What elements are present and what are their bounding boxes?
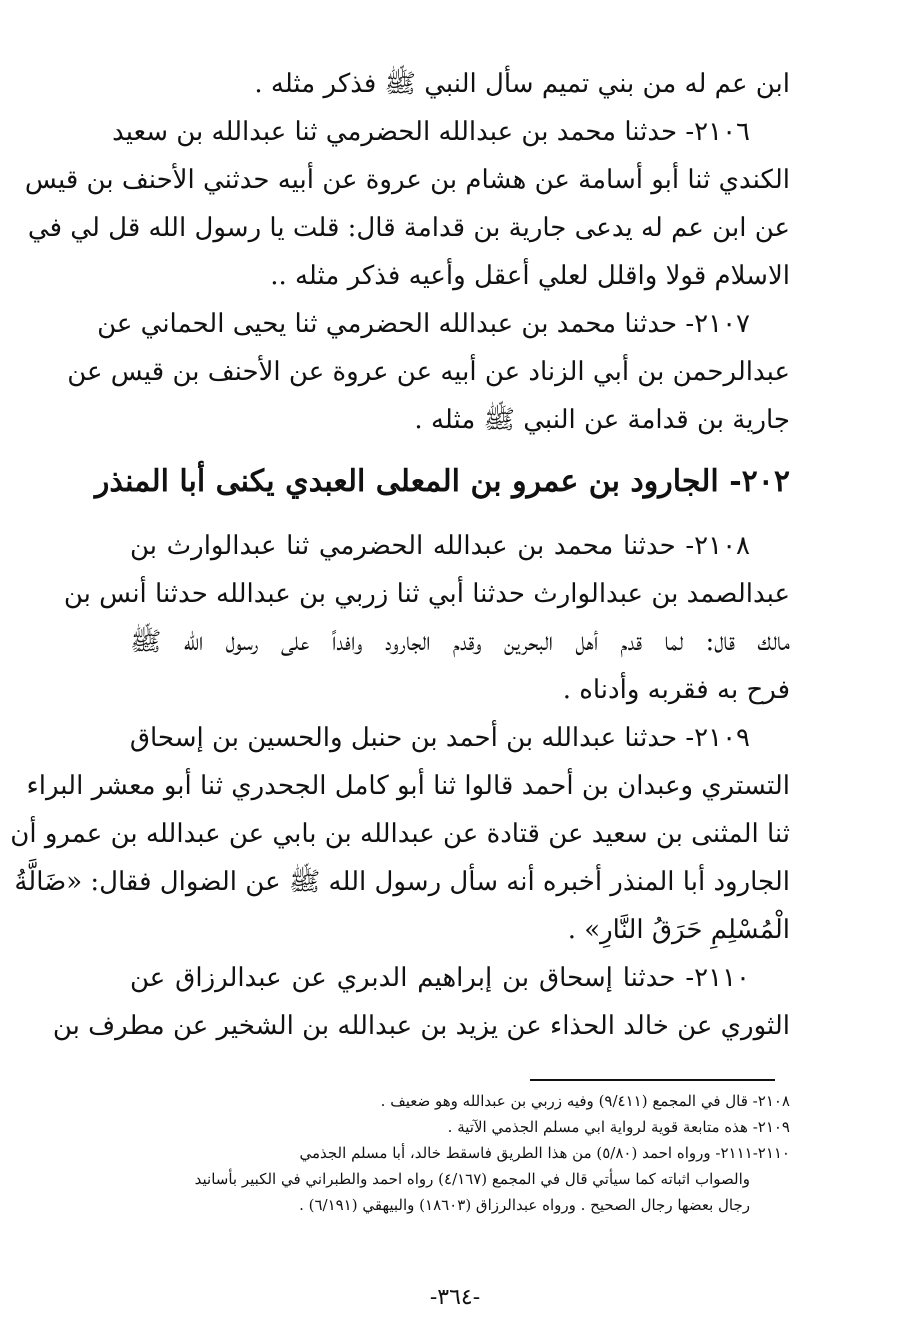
footnote-line: ٢١١٠-٢١١١- ورواه احمد (٥/٨٠) من هذا الطريق فاسقط خالد، أبا مسلم الجذمي [299, 1144, 790, 1162]
text-block-1 [24, 60, 790, 444]
text-line: ثنا المثنى بن سعيد عن قتادة عن عبدالله بن بابي عن عبدالله بن عمرو أن [10, 819, 790, 849]
text-line: الجارود أبا المنذر أخبره أنه سأل رسول الله ﷺ عن الضوال فقال: «ضَالَّةُ [14, 867, 790, 897]
text-line: عبدالرحمن بن أبي الزناد عن أبيه عن عروة عن الأحنف بن قيس عن [67, 357, 790, 387]
footnotes [130, 1088, 790, 1218]
text-block-2 [10, 522, 790, 1050]
footnote-line: ٢١٠٨- قال في المجمع (٩/٤١١) وفيه زربي بن عبدالله وهو ضعيف . [380, 1092, 790, 1110]
text-line: ٢١٠٧- حدثنا محمد بن عبدالله الحضرمي ثنا يحيى الحماني عن [97, 309, 750, 339]
text-line: الْمُسْلِمِ حَرَقُ النَّارِ» . [567, 915, 790, 945]
footnote-line: ٢١٠٩- هذه متابعة قوية لرواية ابي مسلم الجذمي الآتية . [447, 1118, 790, 1136]
text-line: عن ابن عم له يدعى جارية بن قدامة قال: قلت يا رسول الله قل لي في [27, 213, 790, 243]
text-line: الاسلام قولا واقلل لعلي أعقل وأعيه فذكر مثله .. [270, 261, 790, 291]
footnote-separator [530, 1079, 775, 1081]
text-line: عبدالصمد بن عبدالوارث حدثنا أبي ثنا زربي بن عبدالله حدثنا أنس بن [63, 579, 790, 609]
text-line: ٢١٠٦- حدثنا محمد بن عبدالله الحضرمي ثنا عبدالله بن سعيد [112, 117, 750, 147]
text-line: الثوري عن خالد الحذاء عن يزيد بن عبدالله بن الشخير عن مطرف بن [52, 1011, 790, 1041]
text-line: ابن عم له من بني تميم سأل النبي ﷺ فذكر مثله . [254, 69, 790, 99]
footnote-line: رجال بعضها رجال الصحيح . ورواه عبدالرزاق (١٨٦٠٣) والبيهقي (٦/١٩١) . [299, 1196, 750, 1214]
text-line: الكندي ثنا أبو أسامة عن هشام بن عروة عن أبيه حدثني الأحنف بن قيس [24, 165, 790, 195]
text-line: جارية بن قدامة عن النبي ﷺ مثله . [414, 405, 790, 435]
text-line: مالك قال: لما قدم أهل البحرين وقدم الجارود وافداً على رسول الله ﷺ [130, 627, 790, 657]
main-text [10, 60, 790, 1050]
footnote-line: والصواب اثباته كما سيأتي قال في المجمع (٤/١٦٧) رواه احمد والطبراني في الكبير بأسانيد [194, 1170, 750, 1188]
page-number: -٣٦٤- [429, 1285, 481, 1310]
text-line: التستري وعبدان بن أحمد قالوا ثنا أبو كامل الجحدري ثنا أبو معشر البراء [26, 771, 790, 801]
text-line: ٢١١٠- حدثنا إسحاق بن إبراهيم الدبري عن عبدالرزاق عن [130, 963, 750, 993]
text-line: ٢١٠٩- حدثنا عبدالله بن أحمد بن حنبل والحسين بن إسحاق [129, 723, 750, 753]
text-line: فرح به فقربه وأدناه . [562, 675, 790, 705]
section-heading: ٢٠٢- الجارود بن عمرو بن المعلى العبدي يكنى أبا المنذر [94, 464, 790, 499]
text-line: ٢١٠٨- حدثنا محمد بن عبدالله الحضرمي ثنا عبدالوارث بن [130, 531, 750, 561]
